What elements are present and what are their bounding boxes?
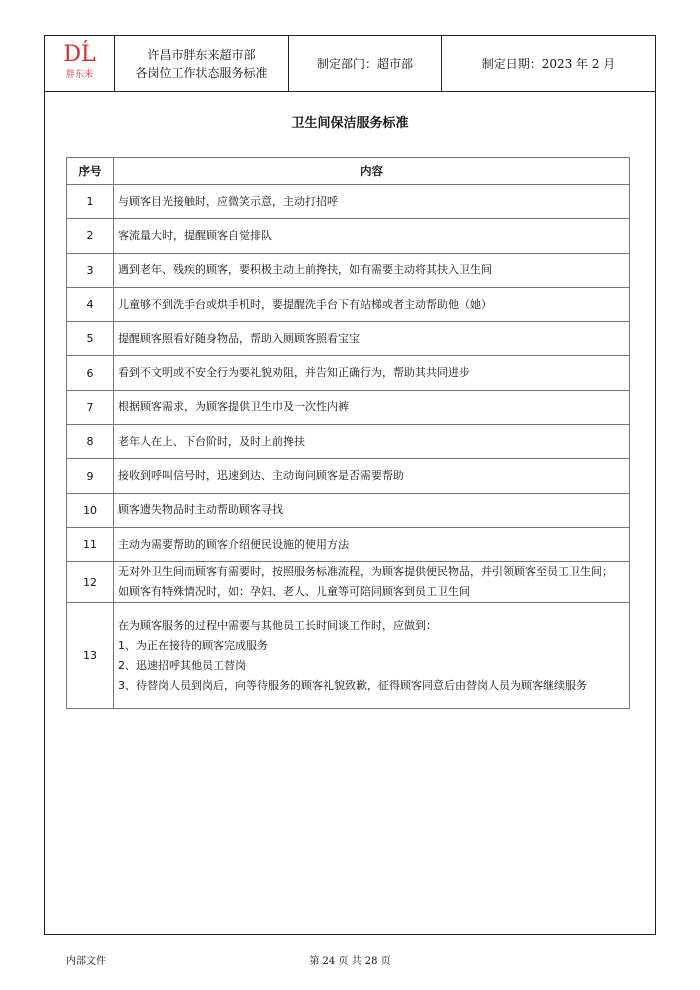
col-header-no: 序号 bbox=[67, 158, 114, 185]
table-row bbox=[67, 425, 630, 459]
row-content bbox=[114, 219, 630, 253]
logo-name: 胖东来 bbox=[65, 69, 93, 80]
content-line: 儿童够不到洗手台或烘手机时，要提醒洗手台下有站梯或者主动帮助他（她） bbox=[118, 297, 492, 311]
content-line: 无对外卫生间而顾客有需要时，按照服务标准流程，为顾客提供便民物品，并引领顾客至员工卫生间； bbox=[118, 565, 613, 579]
table-row bbox=[67, 287, 630, 321]
row-content bbox=[114, 356, 630, 390]
table-row bbox=[67, 390, 630, 424]
row-number: 6 bbox=[67, 356, 114, 390]
row-content bbox=[114, 425, 630, 459]
content-line: 1、为正在接待的顾客完成服务 bbox=[118, 638, 268, 652]
row-number: 3 bbox=[67, 253, 114, 287]
row-content bbox=[114, 390, 630, 424]
content-line: 客流量大时，提醒顾客自觉排队 bbox=[118, 228, 272, 242]
logo bbox=[45, 36, 115, 91]
content-line: 2、迅速招呼其他员工替岗 bbox=[118, 658, 246, 672]
row-number: 8 bbox=[67, 425, 114, 459]
page-title: 卫生间保洁服务标准 bbox=[291, 116, 409, 131]
table-row bbox=[67, 459, 630, 493]
row-content bbox=[114, 527, 630, 561]
content-line: 顾客遗失物品时主动帮助顾客寻找 bbox=[118, 503, 283, 517]
row-content bbox=[114, 562, 630, 603]
department: 制定部门：超市部 bbox=[289, 36, 442, 91]
org-line-2: 各岗位工作状态服务标准 bbox=[135, 65, 268, 80]
content-line: 根据顾客需求，为顾客提供卫生巾及一次性内裤 bbox=[118, 400, 349, 414]
row-number: 7 bbox=[67, 390, 114, 424]
table-row bbox=[67, 356, 630, 390]
issue-date: 制定日期：2023 年 2 月 bbox=[481, 56, 616, 71]
content-line: 老年人在上、下台阶时，及时上前搀扶 bbox=[118, 434, 305, 448]
row-content bbox=[114, 322, 630, 356]
org-title bbox=[115, 36, 289, 91]
row-number: 1 bbox=[67, 185, 114, 219]
row-number: 9 bbox=[67, 459, 114, 493]
org-line-1: 许昌市胖东来超市部 bbox=[147, 47, 256, 62]
row-content bbox=[114, 493, 630, 527]
content-line: 3、待替岗人员到岗后，向等待服务的顾客礼貌致歉，征得顾客同意后由替岗人员为顾客继续服务 bbox=[118, 678, 587, 692]
row-content bbox=[114, 459, 630, 493]
row-content bbox=[114, 603, 630, 709]
content-line: 接收到呼叫信号时，迅速到达、主动询问顾客是否需要帮助 bbox=[118, 469, 404, 483]
content-line: 主动为需要帮助的顾客介绍便民设施的使用方法 bbox=[118, 537, 349, 551]
row-number: 11 bbox=[67, 527, 114, 561]
table-row bbox=[67, 562, 630, 603]
content-line: 提醒顾客照看好随身物品，帮助入厕顾客照看宝宝 bbox=[118, 331, 360, 345]
row-number: 2 bbox=[67, 219, 114, 253]
document-header bbox=[45, 36, 655, 92]
col-header-content: 内容 bbox=[114, 158, 630, 185]
logo-mark: DĹ bbox=[63, 41, 96, 67]
row-number: 10 bbox=[67, 493, 114, 527]
table-row bbox=[67, 322, 630, 356]
row-content bbox=[114, 185, 630, 219]
content-line: 遇到老年、残疾的顾客，要积极主动上前搀扶，如有需要主动将其扶入卫生间 bbox=[118, 263, 492, 277]
row-content bbox=[114, 253, 630, 287]
footer-label: 内部文件 bbox=[66, 956, 106, 967]
row-number: 5 bbox=[67, 322, 114, 356]
standards-table bbox=[66, 157, 630, 709]
row-number: 12 bbox=[67, 562, 114, 603]
table-row bbox=[67, 253, 630, 287]
row-number: 4 bbox=[67, 287, 114, 321]
table-row bbox=[67, 527, 630, 561]
content-line: 与顾客目光接触时，应微笑示意，主动打招呼 bbox=[118, 194, 338, 208]
row-content bbox=[114, 287, 630, 321]
table-row bbox=[67, 493, 630, 527]
table-row bbox=[67, 185, 630, 219]
row-number: 13 bbox=[67, 603, 114, 709]
content-line: 如顾客有特殊情况时，如：孕妇、老人、儿童等可陪同顾客到员工卫生间 bbox=[118, 585, 470, 599]
content-line: 看到不文明或不安全行为要礼貌劝阻，并告知正确行为，帮助其共同进步 bbox=[118, 366, 470, 380]
table-row bbox=[67, 219, 630, 253]
content-line: 在为顾客服务的过程中需要与其他员工长时间谈工作时，应做到： bbox=[118, 618, 437, 632]
table-row bbox=[67, 603, 630, 709]
page-number: 第 24 页 共 28 页 bbox=[309, 956, 391, 967]
